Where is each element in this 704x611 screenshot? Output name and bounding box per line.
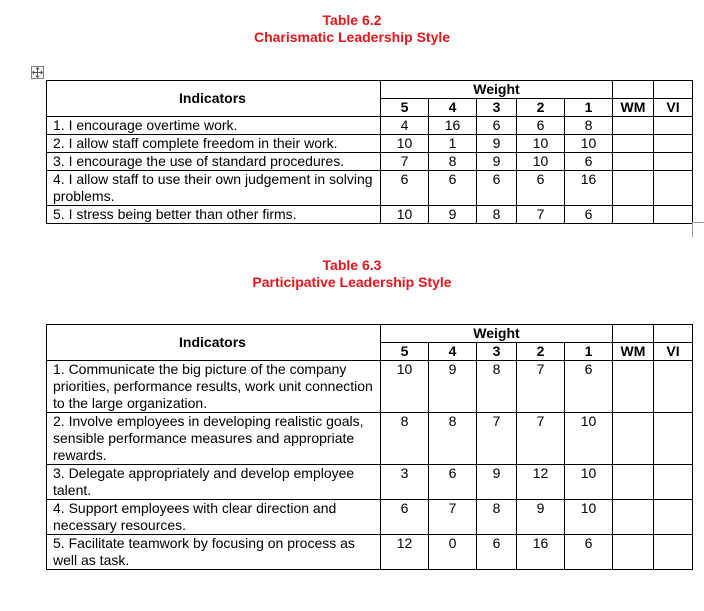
table-row <box>47 500 693 535</box>
wm-cell <box>613 117 654 135</box>
value-cell: 6 <box>565 153 613 171</box>
indicator-cell: 1. I encourage overtime work. <box>47 117 381 135</box>
vi-cell <box>654 117 693 135</box>
indicator-cell: 2. Involve employees in developing realistic goals, sensible performance measures and appropriate rewards. <box>47 413 381 465</box>
value-cell: 10 <box>381 135 429 153</box>
wm-cell <box>613 413 654 465</box>
value-cell: 6 <box>517 171 565 206</box>
value-cell: 7 <box>517 206 565 224</box>
value-cell: 8 <box>477 361 517 413</box>
scale-1: 1 <box>565 343 613 361</box>
vi-header: VI <box>654 99 693 117</box>
indicator-cell: 5. Facilitate teamwork by focusing on process as well as task. <box>47 535 381 570</box>
indicator-cell: 4. Support employees with clear direction and necessary resources. <box>47 500 381 535</box>
indicator-cell: 2. I allow staff complete freedom in their work. <box>47 135 381 153</box>
indicator-cell: 3. I encourage the use of standard procedures. <box>47 153 381 171</box>
table-6-3-caption <box>0 257 704 291</box>
scale-5: 5 <box>381 343 429 361</box>
table-row <box>47 535 693 570</box>
table-resize-handle[interactable] <box>692 222 704 237</box>
indicator-cell: 5. I stress being better than other firms. <box>47 206 381 224</box>
table-6-2-caption <box>0 12 704 46</box>
value-cell: 6 <box>477 117 517 135</box>
scale-3: 3 <box>477 99 517 117</box>
wm-cell <box>613 361 654 413</box>
scale-2: 2 <box>517 99 565 117</box>
vi-cell <box>654 171 693 206</box>
value-cell: 9 <box>429 361 477 413</box>
value-cell: 10 <box>565 413 613 465</box>
value-cell: 10 <box>565 135 613 153</box>
value-cell: 6 <box>381 171 429 206</box>
wm-cell <box>613 135 654 153</box>
value-cell: 8 <box>429 413 477 465</box>
wm-cell <box>613 206 654 224</box>
indicators-header: Indicators <box>47 325 381 361</box>
wm-cell <box>613 465 654 500</box>
value-cell: 7 <box>477 413 517 465</box>
table-6-3-number: Table 6.3 <box>322 257 382 273</box>
value-cell: 6 <box>565 361 613 413</box>
value-cell: 9 <box>477 135 517 153</box>
value-cell: 10 <box>517 135 565 153</box>
wm-spacer <box>613 81 654 99</box>
value-cell: 10 <box>381 361 429 413</box>
value-cell: 6 <box>477 171 517 206</box>
vi-cell <box>654 135 693 153</box>
scale-4: 4 <box>429 99 477 117</box>
vi-header: VI <box>654 343 693 361</box>
table-row <box>47 413 693 465</box>
value-cell: 0 <box>429 535 477 570</box>
scale-2: 2 <box>517 343 565 361</box>
vi-cell <box>654 206 693 224</box>
weight-header: Weight <box>381 325 613 343</box>
table-row <box>47 153 693 171</box>
vi-cell <box>654 465 693 500</box>
wm-header: WM <box>613 99 654 117</box>
table-6-2-number: Table 6.2 <box>322 12 382 28</box>
value-cell: 6 <box>565 535 613 570</box>
value-cell: 12 <box>381 535 429 570</box>
table-6-3-title: Participative Leadership Style <box>252 274 452 290</box>
value-cell: 7 <box>517 413 565 465</box>
value-cell: 16 <box>429 117 477 135</box>
value-cell: 12 <box>517 465 565 500</box>
value-cell: 8 <box>565 117 613 135</box>
value-cell: 9 <box>517 500 565 535</box>
value-cell: 6 <box>565 206 613 224</box>
table-row <box>47 117 693 135</box>
value-cell: 1 <box>429 135 477 153</box>
scale-5: 5 <box>381 99 429 117</box>
vi-spacer <box>654 325 693 343</box>
value-cell: 8 <box>429 153 477 171</box>
value-cell: 10 <box>565 465 613 500</box>
weight-header: Weight <box>381 81 613 99</box>
wm-cell <box>613 153 654 171</box>
value-cell: 9 <box>477 465 517 500</box>
value-cell: 6 <box>429 465 477 500</box>
value-cell: 8 <box>477 500 517 535</box>
value-cell: 4 <box>381 117 429 135</box>
vi-cell <box>654 413 693 465</box>
value-cell: 10 <box>381 206 429 224</box>
table-row <box>47 361 693 413</box>
value-cell: 16 <box>565 171 613 206</box>
table-row <box>47 465 693 500</box>
value-cell: 10 <box>517 153 565 171</box>
table-6-2-title: Charismatic Leadership Style <box>253 29 451 45</box>
wm-header: WM <box>613 343 654 361</box>
value-cell: 16 <box>517 535 565 570</box>
value-cell: 6 <box>477 535 517 570</box>
vi-cell <box>654 361 693 413</box>
indicator-cell: 4. I allow staff to use their own judgement in solving problems. <box>47 171 381 206</box>
wm-cell <box>613 535 654 570</box>
scale-3: 3 <box>477 343 517 361</box>
wm-spacer <box>613 325 654 343</box>
table-row <box>47 206 693 224</box>
wm-cell <box>613 171 654 206</box>
value-cell: 7 <box>517 361 565 413</box>
value-cell: 9 <box>429 206 477 224</box>
table-row <box>47 135 693 153</box>
value-cell: 6 <box>517 117 565 135</box>
table-row <box>47 171 693 206</box>
value-cell: 3 <box>381 465 429 500</box>
indicators-header: Indicators <box>47 81 381 117</box>
value-cell: 6 <box>381 500 429 535</box>
wm-cell <box>613 500 654 535</box>
participative-leadership-table <box>46 324 693 570</box>
vi-cell <box>654 153 693 171</box>
scale-1: 1 <box>565 99 613 117</box>
value-cell: 8 <box>381 413 429 465</box>
value-cell: 7 <box>429 500 477 535</box>
vi-cell <box>654 535 693 570</box>
table-move-handle-icon[interactable] <box>31 66 44 79</box>
value-cell: 9 <box>477 153 517 171</box>
value-cell: 7 <box>381 153 429 171</box>
value-cell: 10 <box>565 500 613 535</box>
indicator-cell: 3. Delegate appropriately and develop employee talent. <box>47 465 381 500</box>
vi-cell <box>654 500 693 535</box>
value-cell: 8 <box>477 206 517 224</box>
value-cell: 6 <box>429 171 477 206</box>
indicator-cell: 1. Communicate the big picture of the company priorities, performance results, work unit connection to the large organization. <box>47 361 381 413</box>
charismatic-leadership-table <box>46 80 693 224</box>
scale-4: 4 <box>429 343 477 361</box>
vi-spacer <box>654 81 693 99</box>
